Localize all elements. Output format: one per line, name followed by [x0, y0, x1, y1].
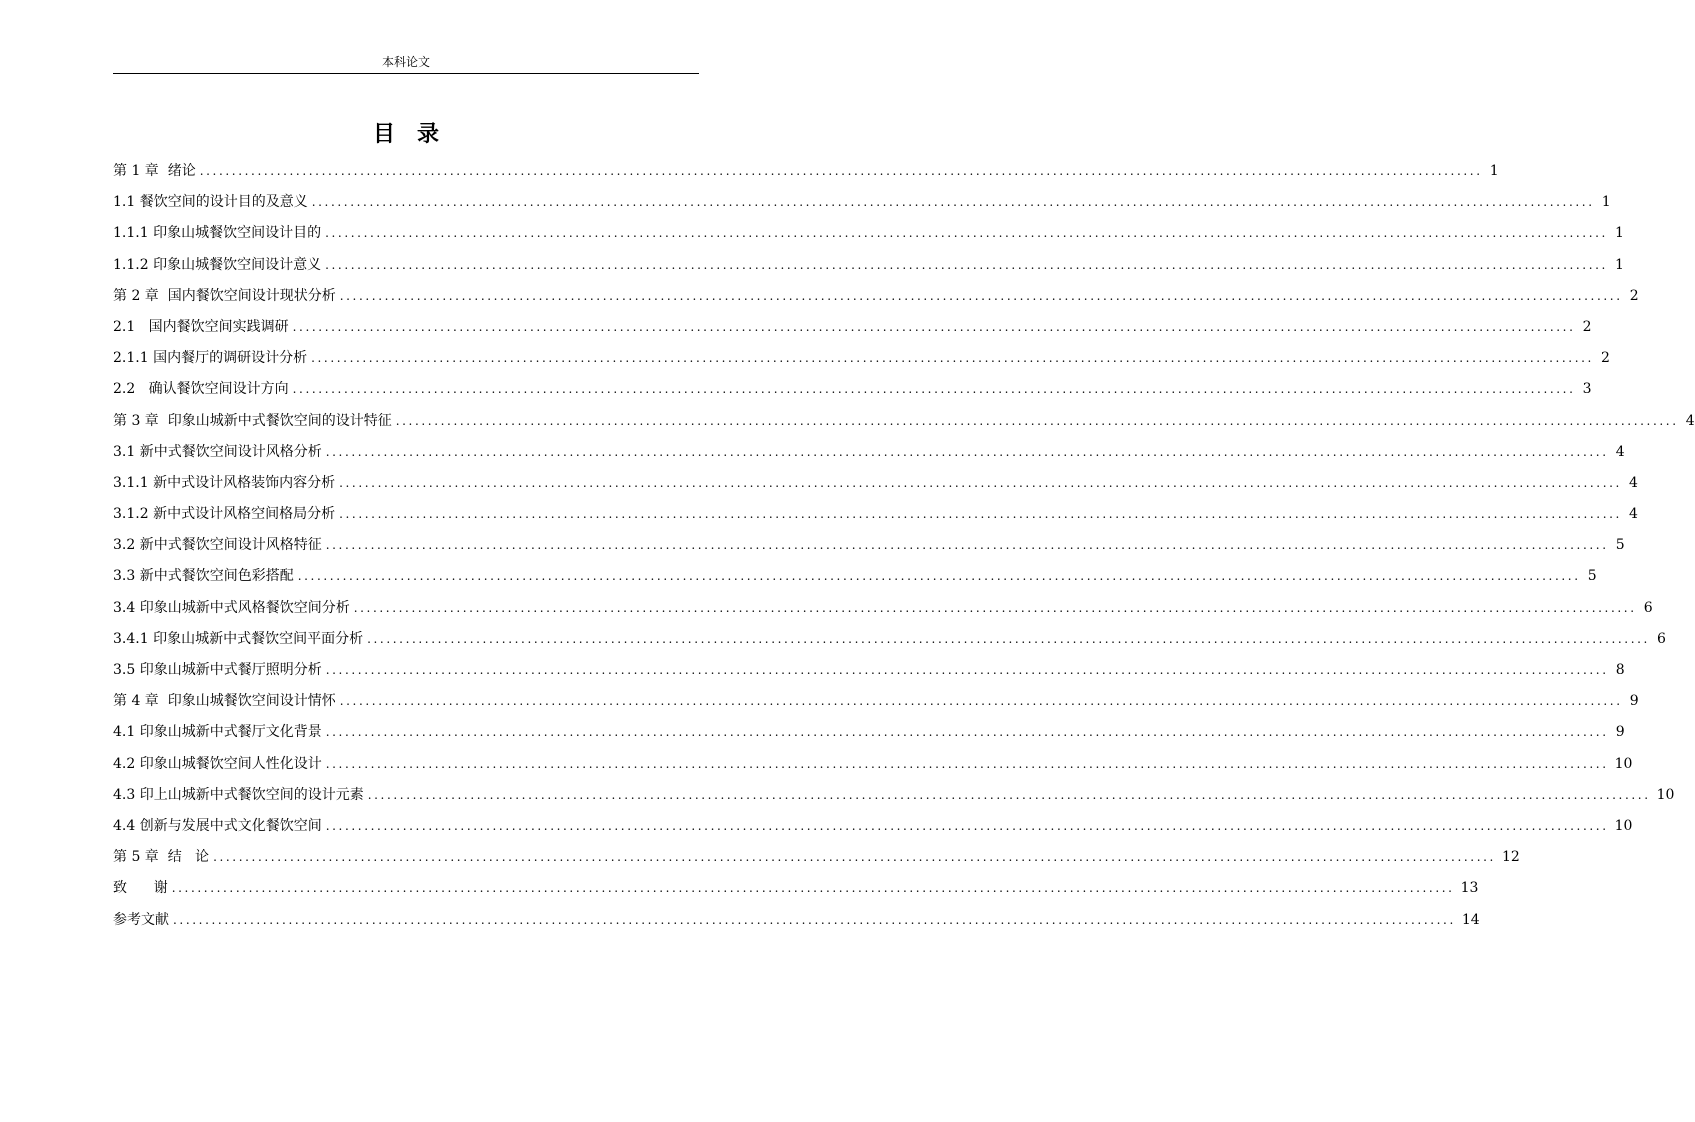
header-rule: [113, 73, 699, 74]
toc-entry-page: 9: [1629, 693, 1639, 710]
toc-dot-leader: ........................................................................................................................................................................................................: [292, 382, 1576, 397]
toc-entry-label: 第 5 章 结 论: [113, 849, 210, 866]
toc-dot-leader: ........................................................................................................................................................................................................: [325, 538, 1609, 553]
toc-entry-label: 1.1.2 印象山城餐饮空间设计意义: [113, 256, 322, 273]
toc-entry-label: 致 谢: [113, 880, 168, 897]
toc-entry-page: 3: [1582, 381, 1592, 398]
toc-dot-leader: ........................................................................................................................................................................................................: [297, 569, 1581, 584]
toc-entry-label: 第 1 章 绪论: [113, 163, 196, 179]
toc-entry[interactable]: [113, 187, 1611, 218]
toc-entry[interactable]: [113, 780, 1675, 811]
toc-dot-leader: ........................................................................................................................................................................................................: [173, 912, 1456, 927]
toc-dot-leader: ........................................................................................................................................................................................................: [311, 195, 1595, 210]
toc-entry-page: 6: [1643, 599, 1653, 616]
toc-entry[interactable]: [113, 343, 1610, 374]
toc-entry-label: 3.1.1 新中式设计风格装饰内容分析: [113, 474, 336, 491]
toc-entry-page: 13: [1460, 880, 1479, 897]
toc-entry-label: 3.2 新中式餐饮空间设计风格特征: [113, 537, 322, 554]
toc-dot-leader: ........................................................................................................................................................................................................: [292, 319, 1576, 334]
toc-entry-label: 3.4.1 印象山城新中式餐饮空间平面分析: [113, 630, 364, 647]
toc-dot-leader: ........................................................................................................................................................................................................: [311, 351, 1594, 366]
toc-entry-label: 第 3 章 印象山城新中式餐饮空间的设计特征: [113, 412, 392, 429]
toc-dot-leader: ........................................................................................................................................................................................................: [325, 725, 1609, 740]
toc-entry-label: 3.3 新中式餐饮空间色彩搭配: [113, 568, 294, 585]
toc-entry[interactable]: [113, 437, 1625, 468]
toc-entry[interactable]: [113, 281, 1639, 312]
toc-dot-leader: ........................................................................................................................................................................................................: [339, 694, 1623, 709]
toc-dot-leader: ........................................................................................................................................................................................................: [171, 881, 1455, 896]
toc-entry[interactable]: [113, 530, 1625, 561]
toc-entry[interactable]: [113, 686, 1639, 717]
toc-entry[interactable]: [113, 312, 1592, 343]
toc-entry[interactable]: [113, 218, 1624, 249]
toc-entry-page: 8: [1615, 662, 1625, 678]
toc-entry[interactable]: [113, 561, 1597, 592]
toc-dot-leader: ........................................................................................................................................................................................................: [325, 444, 1609, 459]
toc-entry-label: 2.1.1 国内餐厅的调研设计分析: [113, 350, 308, 367]
toc-entry-page: 1: [1615, 256, 1624, 273]
toc-entry[interactable]: [113, 749, 1633, 780]
toc-entry[interactable]: [113, 406, 1695, 437]
toc-entry-page: 14: [1461, 911, 1480, 928]
toc-entry-label: 3.5 印象山城新中式餐厅照明分析: [113, 662, 322, 678]
toc-entry-page: 12: [1501, 849, 1520, 866]
toc-entry-label: 2.1 国内餐饮空间实践调研: [113, 318, 289, 335]
toc-entry[interactable]: [113, 499, 1638, 530]
toc-dot-leader: ........................................................................................................................................................................................................: [339, 475, 1622, 490]
toc-dot-leader: ........................................................................................................................................................................................................: [395, 413, 1679, 428]
toc-entry-label: 4.3 印上山城新中式餐饮空间的设计元素: [113, 786, 364, 803]
toc-entry[interactable]: [113, 374, 1592, 405]
toc-dot-leader: ........................................................................................................................................................................................................: [199, 164, 1483, 178]
toc-entry-label: 3.1.2 新中式设计风格空间格局分析: [113, 506, 336, 523]
toc-entry[interactable]: [113, 842, 1520, 873]
toc-title: 目 录: [372, 122, 439, 147]
toc-entry[interactable]: [113, 905, 1480, 936]
toc-entry[interactable]: [113, 468, 1638, 499]
toc-entry[interactable]: [113, 156, 1499, 187]
toc-entry-label: 4.4 创新与发展中式文化餐饮空间: [113, 817, 322, 834]
toc-entry[interactable]: [113, 593, 1653, 624]
toc-entry-page: 9: [1615, 724, 1625, 741]
toc-entry-page: 1: [1601, 194, 1611, 211]
toc-entry-page: 6: [1657, 630, 1666, 647]
toc-entry-page: 4: [1615, 443, 1625, 460]
toc-entry-page: 10: [1614, 755, 1633, 772]
toc-dot-leader: ........................................................................................................................................................................................................: [325, 756, 1609, 771]
toc-dot-leader: ........................................................................................................................................................................................................: [339, 507, 1622, 522]
toc-entry-page: 4: [1685, 412, 1695, 429]
toc-entry-label: 第 2 章 国内餐饮空间设计现状分析: [113, 287, 336, 304]
toc-entry-page: 5: [1587, 568, 1597, 585]
toc-entry-label: 第 4 章 印象山城餐饮空间设计情怀: [113, 693, 336, 710]
toc-entry-page: 10: [1656, 786, 1675, 803]
toc-dot-leader: ........................................................................................................................................................................................................: [367, 787, 1651, 802]
toc-entry-label: 4.1 印象山城新中式餐厅文化背景: [113, 724, 322, 741]
toc-dot-leader: ........................................................................................................................................................................................................: [325, 818, 1609, 833]
toc-entry-label: 1.1 餐饮空间的设计目的及意义: [113, 194, 308, 211]
toc-dot-leader: ........................................................................................................................................................................................................: [325, 257, 1608, 272]
toc-entry-label: 参考文献: [113, 911, 169, 928]
toc-entry-page: 1: [1489, 163, 1499, 179]
toc-entry-page: 1: [1615, 225, 1624, 242]
toc-entry-page: 2: [1601, 350, 1610, 367]
toc-entry[interactable]: [113, 250, 1624, 281]
toc-entry-page: 2: [1629, 287, 1639, 304]
toc-dot-leader: ........................................................................................................................................................................................................: [213, 850, 1496, 865]
page-header: 本科论文: [381, 55, 430, 69]
toc-dot-leader: ........................................................................................................................................................................................................: [339, 288, 1623, 303]
toc-entry[interactable]: [113, 811, 1633, 842]
toc-entry[interactable]: [113, 655, 1625, 686]
toc-entry[interactable]: [113, 717, 1625, 748]
toc-entry-label: 3.4 印象山城新中式风格餐饮空间分析: [113, 599, 350, 616]
toc-entry-page: 4: [1629, 506, 1638, 523]
toc-entry-label: 4.2 印象山城餐饮空间人性化设计: [113, 755, 322, 772]
toc-entry[interactable]: [113, 624, 1666, 655]
table-of-contents: [113, 156, 1695, 936]
toc-entry[interactable]: [113, 873, 1479, 904]
toc-dot-leader: ........................................................................................................................................................................................................: [325, 226, 1608, 241]
toc-entry-page: 5: [1615, 537, 1625, 554]
toc-dot-leader: ........................................................................................................................................................................................................: [325, 663, 1609, 677]
toc-entry-label: 1.1.1 印象山城餐饮空间设计目的: [113, 225, 322, 242]
toc-entry-page: 10: [1614, 817, 1633, 834]
toc-entry-page: 2: [1582, 318, 1592, 335]
toc-entry-label: 2.2 确认餐饮空间设计方向: [113, 381, 289, 398]
toc-dot-leader: ........................................................................................................................................................................................................: [367, 631, 1650, 646]
toc-dot-leader: ........................................................................................................................................................................................................: [353, 600, 1637, 615]
toc-entry-label: 3.1 新中式餐饮空间设计风格分析: [113, 443, 322, 460]
toc-entry-page: 4: [1629, 474, 1638, 491]
